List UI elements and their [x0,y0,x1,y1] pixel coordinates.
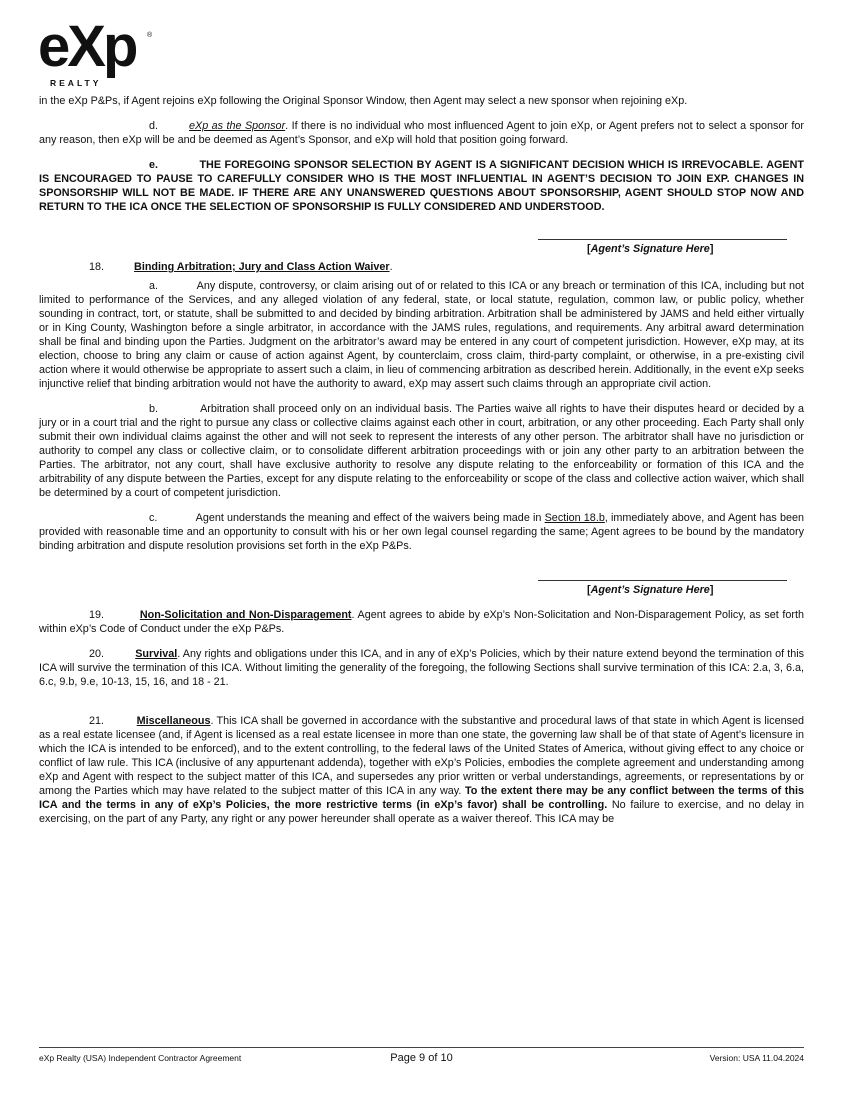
clause-18a [39,279,804,391]
section-19 [39,608,804,636]
clause-17e [39,158,804,214]
clause-17d [39,119,804,147]
section-title: Binding Arbitration; Jury and Class Action Waiver [134,261,390,273]
clause-18c: c. Agent understands the meaning and effect of the waivers being made in Section 18.b, immediately above, and Agent has been provided with reasonable time and an opportunity to consult with his or her own legal counsel regarding the same; Agent agrees to be bound by the mandatory binding arbitration and dispute resolution provisions set forth in the eXp P&Ps. [39,512,805,552]
section-number: 21. [89,715,105,727]
registered-mark: ® [147,32,153,39]
section-20 [39,647,804,689]
section-text: . Agent agrees to abide by eXp’s Non-Solicitation and Non-Disparagement Policy, as set forth within eXp’s Code of Conduct under the eXp P&Ps. [39,609,804,635]
clause-letter: b. [149,403,159,415]
bold-statement: To the extent there may be any conflict between the terms of this ICA and the terms in any of eXp’s Policies, the more restrictive terms (in eXp’s favor) shall be controlling. [39,785,804,811]
clause-text: Arbitration shall proceed only on an individual basis. The Parties waive all rights to have their disputes heard or decided by a jury or in a court trial and the right to pursue any class or collective claims against each other in court, arbitration, or any other proceeding. Each Party shall only submit their own individual claims against the other and will not seek to represent the interests of any other person. The arbitrator shall have no jurisdiction or authority to compel any class or collective claim, or to consolidate different arbitration proceedings with or join any other party to an arbitration between the Parties. The arbitrator, not any court, shall have exclusive authority to resolve any dispute relating to the enforceability or formation of this ICA and the arbitrability of any dispute between the Parties, except for any dispute relating to the enforceability or scope of the class and collective action waiver, which shall be determined by a court of competent jurisdiction. [39,403,805,499]
logo-subtitle: REALTY [50,78,102,88]
clause-title: eXp as the Sponsor [189,120,286,132]
section-number: 20. [89,648,105,660]
paragraph-continuation: in the eXp P&Ps, if Agent rejoins eXp following the Original Sponsor Window, then Agent may select a new sponsor when rejoining eXp. [39,95,688,107]
clause-18b [39,402,804,500]
section-21: 21. Miscellaneous. This ICA shall be governed in accordance with the substantive and procedural laws of that state in which Agent is licensed as a real estate licensee (and, if Agent is licensed as a real estate licensee in more than one state, the governing law shall be of that state of Agent’s licensure in which the ICA is intended to be enforced), and to the extent controlling, to the federal laws of the United States of America, without giving effect to any choice or conflict of law rule. This ICA (inclusive of any appurtenant addenda), together with eXp’s Policies, embodies the complete agreement and understanding among eXp and Agent with respect to the subject matter of this ICA, and supersedes any prior written or verbal understandings, agreements, or representations by or among the Parties which may have related to the subject matter of this ICA in any way. To the extent there may be any conflict between the terms of this ICA and the terms in any of eXp’s Policies, the more restrictive terms (in eXp’s favor) shall be controlling. No failure to exercise, and no delay in exercising, on the part of any Party, any right or any power hereunder shall operate as a waiver thereof. This ICA may be [39,715,804,825]
section-title: Miscellaneous [136,715,211,727]
exp-realty-logo [38,14,153,92]
clause-text: THE FOREGOING SPONSOR SELECTION BY AGENT IS A SIGNIFICANT DECISION WHICH IS IRREVOCABLE. AGENT IS ENCOURAGED TO PAUSE TO CAREFULLY CONSIDER WHO IS THE MOST INFLUENTIAL IN AGENT’S DECISION TO JOIN EXP. CHANGES IN SPONSORSHIP WILL NOT BE MADE. IF THERE ARE ANY UNANSWERED QUESTIONS ABOUT SPONSORSHIP, AGENT SHOULD STOP NOW AND RETURN TO THE ICA ONCE THE SELECTION OF SPONSORSHIP IS FULLY CONSIDERED AND UNDERSTOOD. [39,159,805,213]
section-18-heading: 18. Binding Arbitration; Jury and Class Action Waiver. [89,261,393,273]
clause-text: . If there is no individual who most influenced Agent to join eXp, or Agent prefers not to select a sponsor for any reason, then eXp will be and be deemed as Agent’s Sponsor, and eXp will hold that position going forward. [39,120,805,146]
signature-line [538,239,787,240]
signature-line [538,580,787,581]
clause-letter: c. [149,512,158,524]
footer-page-number: Page 9 of 10 [390,1052,453,1064]
signature-label: [Agent’s Signature Here] [587,584,714,596]
section-title: Non-Solicitation and Non-Disparagement [139,609,352,621]
section-text: . Any rights and obligations under this ICA, and in any of eXp’s Policies, which by their nature extend beyond the termination of this ICA will survive the termination of this ICA. Without limiting the generality of the foregoing, the following Sections shall survive termination of this ICA: 2.a, 3, 6.a, 6.c, 9.b, 9.e, 10-13, 15, 16, and 18 - 21. [39,648,804,688]
section-reference-link[interactable]: Section 18.b [544,512,605,524]
logo-wordmark: eXp [38,14,136,79]
section-number: 19. [89,609,105,621]
page-footer [39,1047,804,1070]
clause-letter: a. [149,280,159,292]
section-number: 18. [89,261,105,273]
clause-letter: e. [149,159,159,171]
document-body [39,94,804,826]
clause-text: Any dispute, controversy, or claim arising out of or related to this ICA or any breach or termination of this ICA, including but not limited to performance of the Services, and any alleged violation of any federal, state, or local statute, regulation, common law, or public policy, whether sounding in contract, tort, or statute, shall be submitted to and decided by binding arbitration. Arbitration shall be administered by JAMS and held either virtually or in King County, Washington before a single arbitrator, in accordance with the JAMS rules, regulations, and requirements. Any arbitral award determination shall be final and binding upon the Parties. Judgment on the arbitrator’s award may be entered in any court of competent jurisdiction. However, eXp may, at its election, choose to bring any claim or cause of action against Agent, by counterclaim, cross claim, third-party complaint, or otherwise, in a pre-existing civil action where it would otherwise be appropriate to assert such a claim, in lieu of commencing arbitration as described herein. Additionally, in the event eXp seeks injunctive relief that binding arbitration would not have the authority to award, eXp may assert such claims through an appropriate civil action. [39,280,804,390]
footer-document-title: eXp Realty (USA) Independent Contractor Agreement [39,1053,242,1063]
footer-version: Version: USA 11.04.2024 [709,1053,804,1063]
signature-label: [Agent’s Signature Here] [587,243,714,255]
clause-letter: d. [149,120,159,132]
section-title: Survival [135,648,178,660]
